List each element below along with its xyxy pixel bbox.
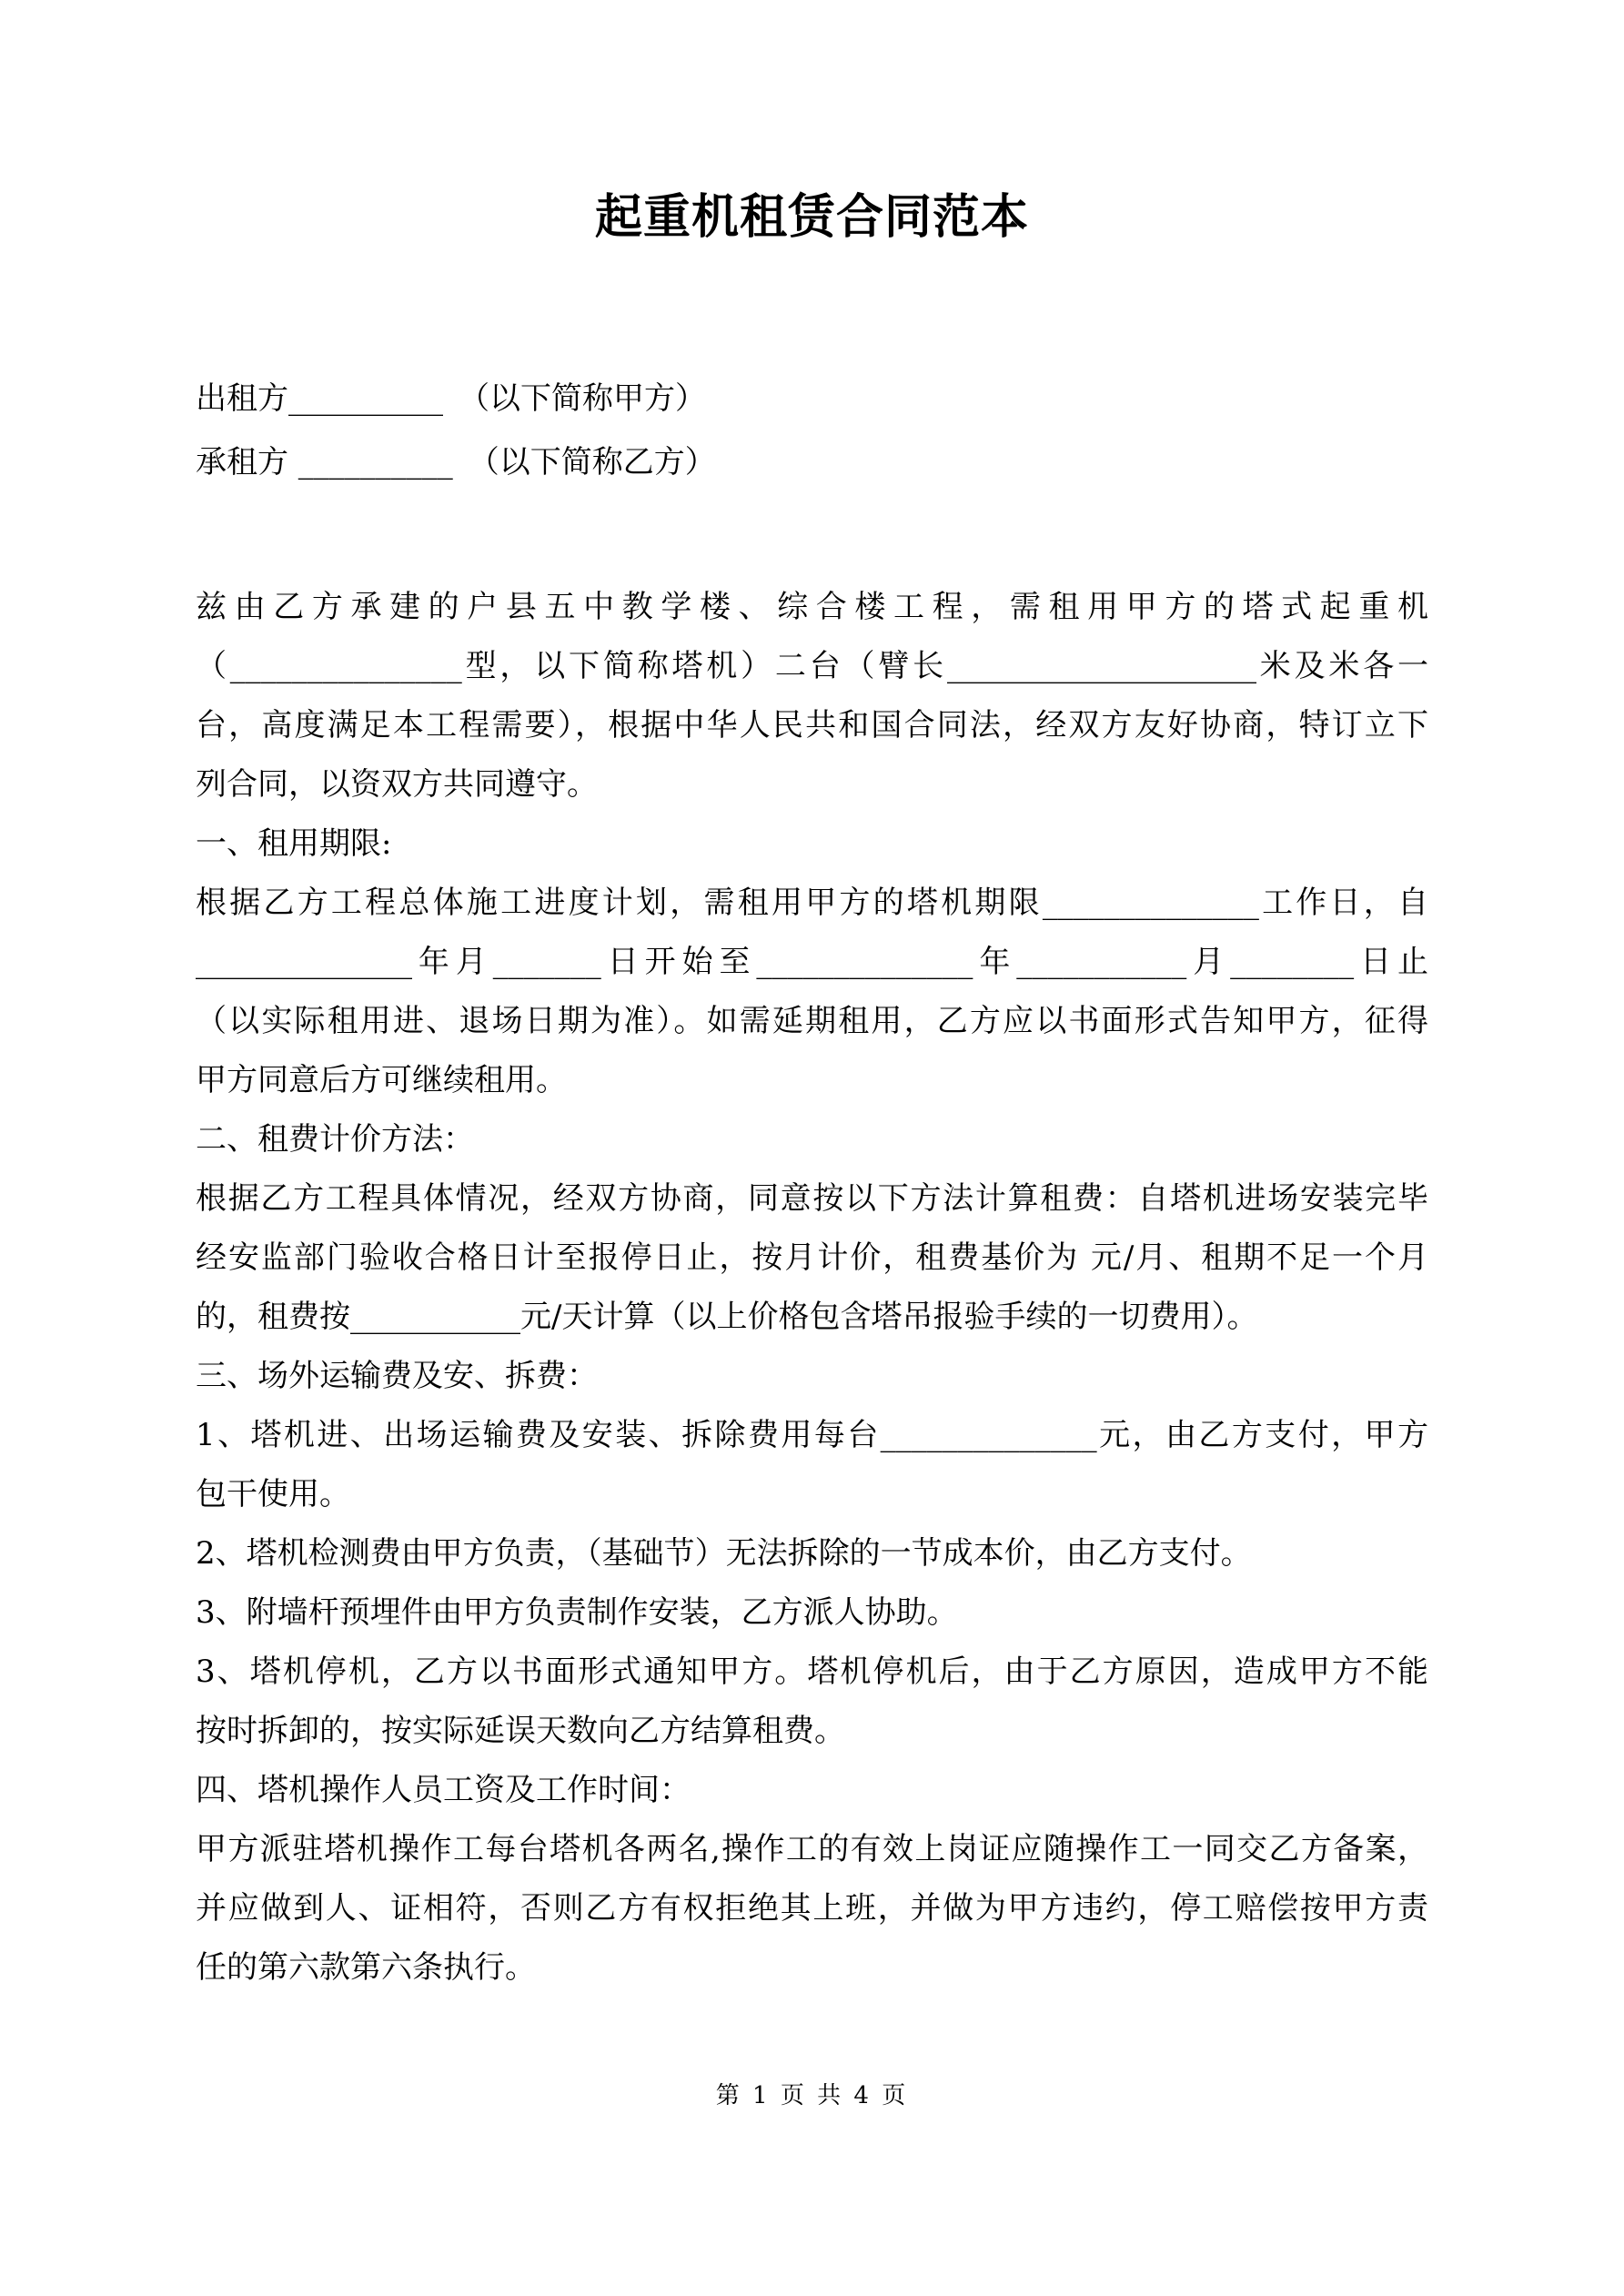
contract-line: 甲方派驻塔机操作工每台塔机各两名,操作工的有效上岗证应随操作工一同交乙方备案， xyxy=(196,1831,1428,1867)
contract-line: 列合同，以资双方共同遵守。 xyxy=(196,766,598,803)
body-paragraph xyxy=(196,1583,1428,1643)
body-paragraph xyxy=(196,1820,1428,1998)
contract-line: 经安监部门验收合格日计至报停日止，按月计价，租费基价为 元/月、租期不足一个月 xyxy=(196,1239,1428,1276)
contract-line: 1、塔机进、出场运输费及安装、拆除费用每台______________元，由乙方支付，甲方 xyxy=(196,1417,1428,1453)
section-heading xyxy=(196,1347,1428,1406)
body-paragraph xyxy=(196,874,1428,1110)
section-heading xyxy=(196,814,1428,874)
contract-line: 四、塔机操作人员工资及工作时间： xyxy=(196,1772,691,1808)
contract-line: 根据乙方工程总体施工进度计划，需租用甲方的塔机期限______________工作日，自 xyxy=(196,885,1428,921)
contract-line: 承租方 __________ （以下简称乙方） xyxy=(196,444,716,480)
contract-line: 3、塔机停机，乙方以书面形式通知甲方。塔机停机后，由于乙方原因，造成甲方不能 xyxy=(196,1654,1428,1690)
body-paragraph xyxy=(196,578,1428,814)
contract-line: 一、租用期限: xyxy=(196,825,392,862)
contract-line: （以实际租用进、退场日期为准）。如需延期租用，乙方应以书面形式告知甲方，征得 xyxy=(196,1003,1428,1039)
body-paragraph xyxy=(196,1169,1428,1347)
contract-line: 并应做到人、证相符，否则乙方有权拒绝其上班，并做为甲方违约，停工赔偿按甲方责 xyxy=(196,1890,1428,1927)
party-line xyxy=(196,367,1428,430)
body-paragraph xyxy=(196,1643,1428,1761)
contract-line: 根据乙方工程具体情况，经双方协商，同意按以下方法计算租费：自塔机进场安装完毕 xyxy=(196,1180,1428,1217)
contract-line: 三、场外运输费及安、拆费： xyxy=(196,1358,598,1394)
party-line xyxy=(196,430,1428,494)
contract-line: 3、附墙杆预埋件由甲方负责制作安装，乙方派人协助。 xyxy=(196,1594,958,1631)
contract-line: 的，租费按___________元/天计算（以上价格包含塔吊报验手续的一切费用）。 xyxy=(196,1299,1258,1335)
contract-line: 兹由乙方承建的户县五中教学楼、综合楼工程，需租用甲方的塔式起重机 xyxy=(196,589,1428,625)
page-number-footer: 第 1 页 共 4 页 xyxy=(715,2082,909,2109)
body-paragraph xyxy=(196,1524,1428,1583)
contract-line: 任的第六款第六条执行。 xyxy=(196,1949,536,1986)
contract-line: 按时拆卸的，按实际延误天数向乙方结算租费。 xyxy=(196,1713,845,1749)
document-title: 起重机租赁合同范本 xyxy=(594,189,1029,245)
contract-line: （_______________型，以下简称塔机）二台（臂长____________________米及米各一 xyxy=(196,648,1428,684)
contract-line: 甲方同意后方可继续租用。 xyxy=(196,1062,567,1098)
contract-line: 台，高度满足本工程需要），根据中华人民共和国合同法，经双方友好协商，特订立下 xyxy=(196,707,1428,743)
contract-line: 包干使用。 xyxy=(196,1476,350,1512)
contract-line: 二、租费计价方法： xyxy=(196,1121,474,1158)
contract-line: 2、塔机检测费由甲方负责，（基础节）无法拆除的一节成本价，由乙方支付。 xyxy=(196,1535,1252,1572)
document-body xyxy=(196,367,1428,1998)
contract-line: ______________年月_______日开始至______________年___________月________日止 xyxy=(196,944,1428,980)
section-heading xyxy=(196,1761,1428,1820)
section-heading xyxy=(196,1110,1428,1169)
contract-line: 出租方__________ （以下简称甲方） xyxy=(196,380,706,417)
body-paragraph xyxy=(196,1406,1428,1524)
